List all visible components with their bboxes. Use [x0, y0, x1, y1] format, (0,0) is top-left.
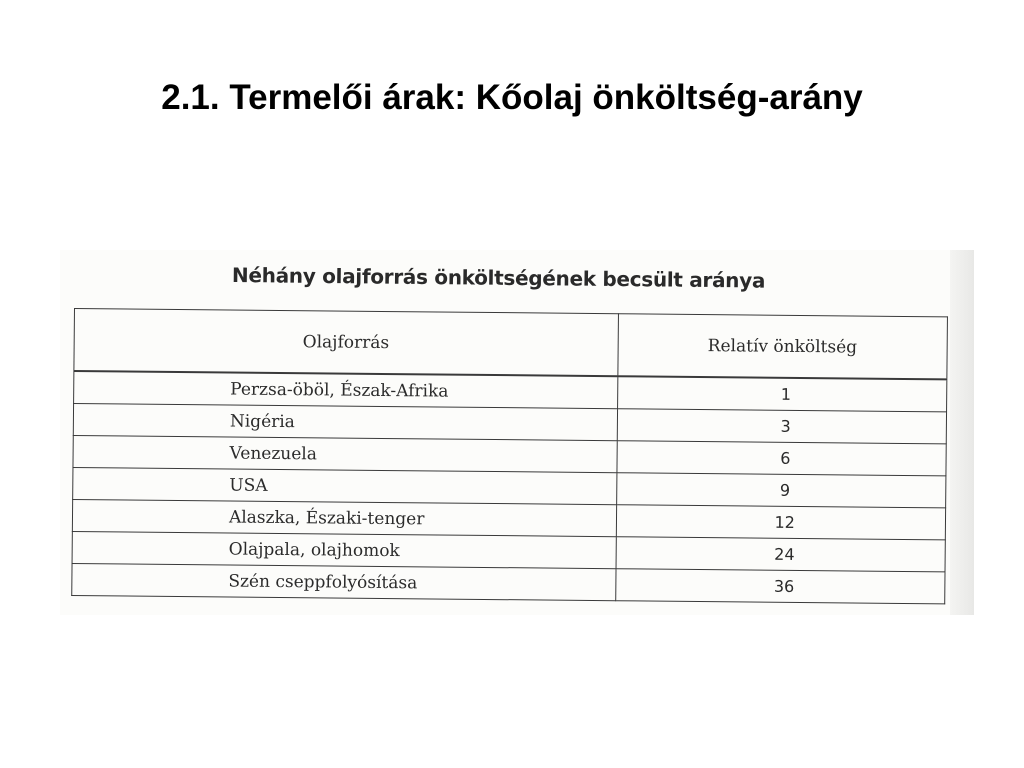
table-header-row — [74, 309, 948, 380]
slide-title: 2.1. Termelői árak: Kőolaj önköltség-arány — [161, 78, 863, 117]
row-cost: 3 — [617, 409, 947, 444]
row-cost: 6 — [616, 441, 946, 476]
row-source: Perzsa-öböl, Észak-Afrika — [74, 371, 618, 409]
table-caption: Néhány olajforrás önköltségének becsült aránya — [231, 263, 766, 293]
oil-cost-table — [71, 308, 948, 604]
header-source: Olajforrás — [74, 309, 618, 377]
row-source: Nigéria — [73, 404, 617, 441]
scanned-table-image — [60, 250, 974, 615]
row-source: Alaszka, Északi-tenger — [72, 499, 616, 536]
row-source: Olajpala, olajhomok — [72, 531, 616, 568]
row-source: Venezuela — [73, 435, 617, 472]
scan-edge-shadow — [950, 250, 974, 615]
table-wrapper — [71, 308, 948, 604]
row-cost: 36 — [615, 569, 945, 604]
header-relative-cost: Relatív önköltség — [617, 314, 947, 380]
row-cost: 1 — [617, 376, 947, 412]
row-cost: 24 — [616, 537, 946, 572]
row-source: Szén cseppfolyósítása — [72, 563, 616, 600]
row-cost: 12 — [616, 505, 946, 540]
row-cost: 9 — [616, 473, 946, 508]
row-source: USA — [73, 467, 617, 504]
